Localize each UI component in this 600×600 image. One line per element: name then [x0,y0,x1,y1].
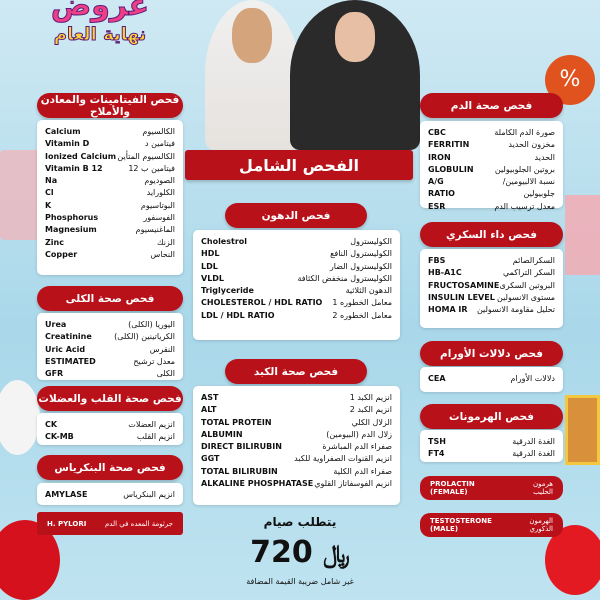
test-name-ar: النحاس [150,249,175,259]
section-header-heart: فحص صحة القلب والعضلات [37,386,183,411]
main-title: الفحص الشامل [185,150,413,180]
test-name-en: FT4 [428,449,445,459]
test-name-ar: الهرمون الذكوري [529,517,553,533]
section-header-hormones: فحص الهرمونات [420,404,563,429]
test-name-en: GGT [201,454,220,464]
section-header-liver: فحص صحة الكبد [225,359,367,384]
section-card-liver [193,386,400,505]
test-name-ar: الكوليسترول الضار [329,261,392,271]
section-card-diabetes [420,249,563,328]
test-name-en: PROLACTIN (FEMALE) [430,480,475,496]
test-row [45,489,175,501]
test-name-ar: مستوى الانسولين [497,292,555,302]
test-name-en: GLOBULIN [428,164,474,174]
test-name-en: TOTAL PROTEIN [201,417,272,427]
test-name-en: CBC [428,128,446,137]
test-row [45,212,175,224]
test-name-ar: الغدة الدرقية [512,437,555,446]
test-name-ar: اليوريا (الكلى) [128,320,175,329]
test-name-en: CHOLESTEROL / HDL RATIO [201,298,323,308]
test-name-ar: الكرياتينين (الكلى) [114,332,175,342]
test-row [45,187,175,199]
test-name-en: ALBUMIN [201,429,243,439]
test-name-ar: البروتين السكرى [499,280,555,290]
test-name-en: VLDL [201,273,225,283]
test-name-ar: السكر التراكمي [503,268,555,278]
section-card-tumor [420,367,563,392]
section-header-vitamins: فحص الفيتامينات والمعادن والأملاح [37,93,183,118]
test-name-ar: انزيم العضلات [128,420,175,429]
test-row [201,478,392,490]
test-name-ar: فيتامين ب 12 [128,163,175,173]
test-row [45,356,175,381]
test-pill-hpylori [37,512,183,535]
test-name-en: HDL [201,249,220,259]
section-card-blood [420,121,563,211]
test-name-ar: مخزون الحديد [508,140,555,150]
section-card-lipids [193,230,400,340]
test-row [201,261,392,273]
test-name-en: Uric Acid [45,344,86,354]
test-name-ar: انزيم القنوات الصفراوية للكبد [294,454,392,464]
promo-logo [30,0,170,45]
test-row [201,392,392,404]
test-row [428,267,555,279]
test-name-ar: الغدة الدرقية [512,449,555,459]
test-row [428,448,555,460]
test-name-ar: انزيم الفوسفاتاز القلوي [314,479,392,489]
test-name-ar: الدهون الثلاثية [345,286,392,296]
test-row [45,175,175,187]
test-name-en: Magnesium [45,225,97,235]
test-name-en: HOMA IR [428,305,468,315]
test-name-ar: الماغنيسيوم [135,225,175,235]
test-row [201,441,392,453]
test-name-ar: دلالات الأورام [510,374,555,383]
section-card-heart [37,413,183,445]
test-row [428,201,555,213]
test-row [45,200,175,212]
discount-ball-decoration: % [545,55,595,105]
test-name-ar: الحديد [534,152,555,162]
test-name-en: FBS [428,256,446,265]
test-name-ar: السكرالصائم [512,256,555,265]
test-name-ar: الفوسفور [143,213,175,223]
test-row [201,248,392,260]
test-name-ar: صورة الدم الكاملة [494,128,555,137]
test-row [201,404,392,416]
test-name-ar: هرمون الحليب [532,480,553,496]
test-row [45,224,175,236]
balloon-decoration [0,380,40,455]
test-name-ar: الكالسيوم المتأين [117,151,175,161]
test-row [428,176,555,201]
section-card-vitamins [37,120,183,275]
gift-box-decoration [565,395,600,465]
man-face [232,8,272,63]
fasting-required-note: يتطلب صيام [263,515,337,529]
section-header-kidney: فحص صحة الكلى [37,286,183,311]
test-row [45,163,175,175]
section-card-hormones [420,430,563,462]
test-row [428,436,555,448]
test-row [428,373,555,385]
test-name-en: Copper [45,249,78,259]
test-row [45,344,175,356]
test-row [428,127,555,139]
test-name-en: AST [201,393,219,402]
test-name-en: CK-MB [45,432,74,442]
test-name-en: Phosphorus [45,213,99,223]
test-name-ar: الصوديوم [144,176,175,186]
price [200,535,400,570]
test-name-en: Calcium [45,127,81,136]
test-name-ar: انزيم القلب [136,432,175,442]
test-name-ar: الكالسيوم [142,127,175,136]
test-row [201,285,392,297]
test-row [45,126,175,138]
test-name-ar: صفراء الدم الكلية [333,466,392,476]
section-card-pancreas [37,483,183,505]
test-name-en: CK [45,420,58,429]
section-header-pancreas: فحص صحة البنكرياس [37,455,183,480]
test-row [201,273,392,285]
test-name-ar: فيتامين د [145,139,175,149]
woman-face [335,12,375,62]
test-row [45,138,175,150]
test-name-en: Vitamin D [45,139,90,149]
currency-symbol: ﷼ [323,540,350,568]
test-name-en: TOTAL BILIRUBIN [201,466,278,476]
test-name-ar: صفراء الدم المباشرة [322,442,392,452]
test-name-ar: معامل الخطوره 2 [332,310,392,320]
test-name-en: A/G RATIO [428,177,455,199]
test-pill-prolactin [420,476,563,500]
test-name-en: Cl [45,188,54,198]
test-name-en: Triglyceride [201,286,254,296]
test-row [428,152,555,164]
test-name-en: Urea [45,320,67,329]
test-name-en: ESTIMATED GFR [45,356,96,379]
test-name-ar: انزيم البنكرياس [123,490,175,499]
test-name-en: Vitamin B 12 [45,163,103,173]
test-pill-testosterone [420,513,563,537]
test-name-en: TESTOSTERONE (MALE) [430,517,492,533]
test-row [45,319,175,331]
test-name-en: K [45,200,52,210]
test-name-en: CEA [428,374,446,383]
test-name-ar: النقرس [149,344,175,354]
test-name-en: Creatinine [45,332,92,342]
test-row [45,237,175,249]
test-row [428,280,555,292]
section-header-lipids: فحص الدهون [225,203,367,228]
test-row [428,292,555,304]
test-name-en: Na [45,176,58,186]
test-name-en: ALT [201,405,217,415]
test-row [201,297,392,309]
test-row [201,466,392,478]
test-name-ar: الزنك [156,237,175,247]
test-row [201,236,392,248]
test-name-ar: زلال الدم (البيومين) [326,429,392,439]
test-row [428,255,555,267]
test-name-en: AMYLASE [45,490,88,499]
test-name-en: Ionized Calcium [45,151,117,161]
test-name-ar: انزيم الكبد 2 [349,405,392,415]
test-name-en: LDL [201,261,218,271]
test-name-ar: تحليل مقاومة الانسولين [476,305,555,315]
test-row [428,164,555,176]
test-row [428,139,555,151]
test-name-ar: الزلال الكلي [351,417,392,427]
test-name-ar: الكوليسترول [350,237,392,246]
test-name-ar: جرثومة المعده في الدم [104,519,173,528]
test-name-en: Cholestrol [201,237,247,246]
test-row [45,331,175,343]
test-row [45,431,175,443]
test-name-ar: معدل ترشيح الكلى [133,356,175,379]
test-name-ar: البوتاسيوم [140,200,175,210]
test-row [45,249,175,261]
test-name-en: ALKALINE PHOSPHATASE [201,479,314,489]
vat-note: غير شامل ضريبة القيمة المضافة [246,577,354,586]
test-row [201,417,392,429]
test-row [201,453,392,465]
test-name-ar: معامل الخطوره 1 [332,298,392,308]
test-row [428,304,555,316]
test-row [45,419,175,431]
test-name-ar: نسبة الالبيومين/جلوبيولين [502,177,555,199]
test-name-ar: معدل ترسيب الدم [494,201,555,211]
test-name-en: DIRECT BILIRUBIN [201,442,282,452]
test-name-en: INSULIN LEVEL [428,292,495,302]
test-name-en: LDL / HDL RATIO [201,310,275,320]
test-name-ar: بروتين الجلوبيولين [494,164,555,174]
test-name-en: FERRITIN [428,140,470,150]
test-name-en: H. PYLORI [47,519,87,528]
price-amount: 720 [250,535,313,570]
test-name-en: TSH [428,437,446,446]
test-row [45,151,175,163]
test-name-en: FRUCTOSAMINE [428,280,500,290]
test-name-en: HB-A1C [428,268,462,278]
test-name-en: ESR [428,201,446,211]
test-name-en: IRON [428,152,451,162]
test-row [201,429,392,441]
test-name-en: Zinc [45,237,64,247]
section-card-kidney [37,313,183,380]
promo-logo-line2: نهاية العام [53,24,147,45]
section-header-diabetes: فحص داء السكري [420,222,563,247]
test-name-ar: الكوليسترول النافع [330,249,392,259]
section-header-tumor: فحص دلالات الأورام [420,341,563,366]
promo-logo-line1: عروض [50,0,150,23]
test-name-ar: الكلورايد [146,188,175,198]
test-row [201,310,392,322]
gift-box-decoration [0,150,40,240]
gift-box-decoration [565,195,600,275]
section-header-blood: فحص صحة الدم [420,93,563,118]
test-name-ar: الكوليسترول منخفض الكثافة [297,273,392,283]
test-name-ar: انزيم الكبد 1 [349,393,392,402]
